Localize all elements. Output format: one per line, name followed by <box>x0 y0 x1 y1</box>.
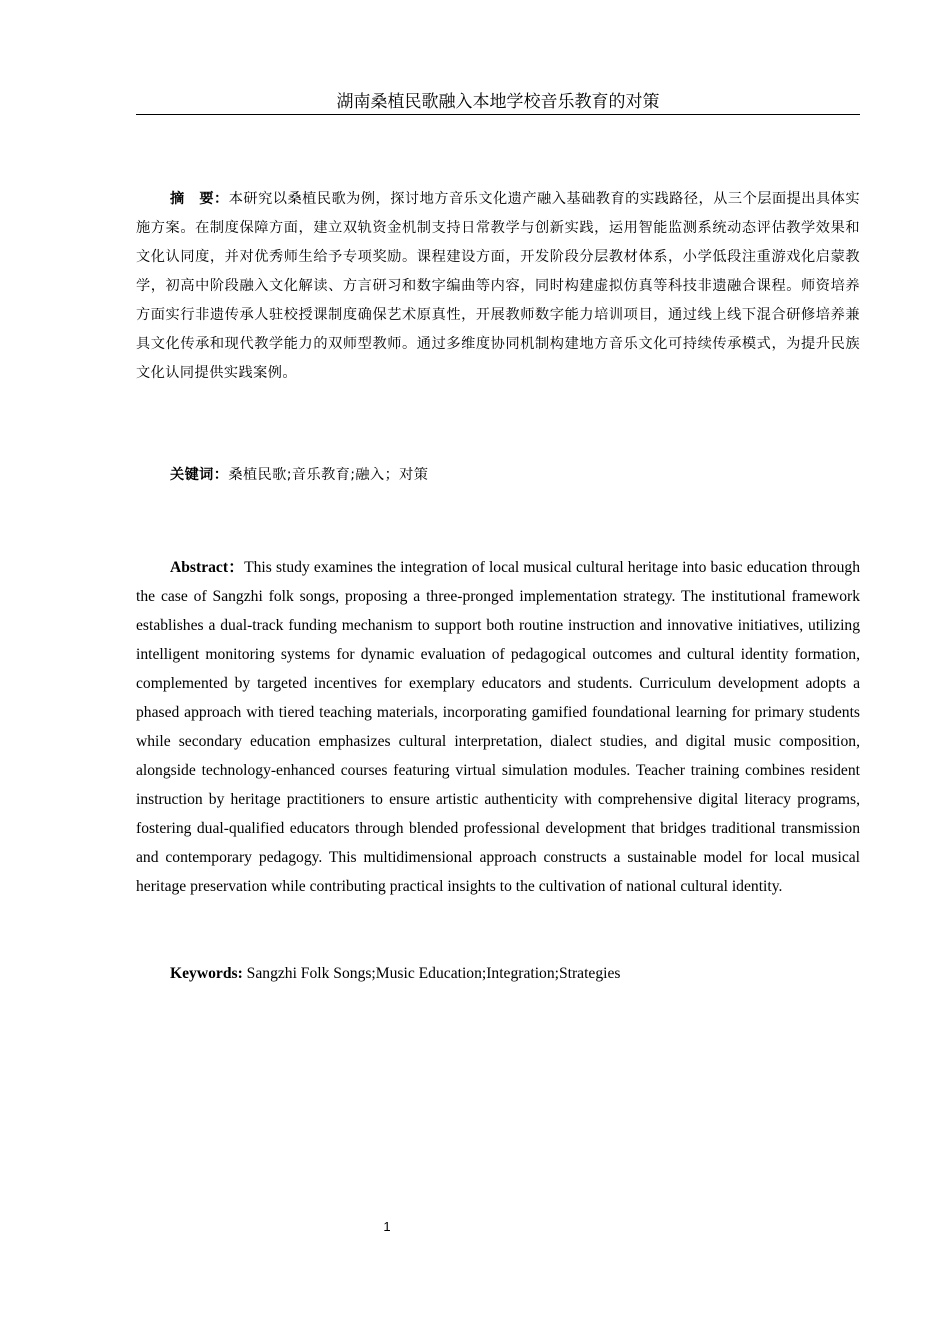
english-abstract-separator: ： <box>228 559 245 576</box>
running-header <box>136 90 860 114</box>
english-abstract-text: This study examines the integration of local musical cultural heritage into basic education through the case of Sangzhi folk songs, proposing a three-pronged implementation strategy. The institutional framework establishes a dual-track funding mechanism to support both routine instruction and innovative initiatives, utilizing intelligent monitoring systems for dynamic evaluation of pedagogical outcomes and cultural identity formation, complemented by targeted incentives for exemplary educators and students. Curriculum development adopts a phased approach with tiered teaching materials, incorporating gamified foundational learning for primary students while secondary education emphasizes cultural interpretation, dialect studies, and digital music composition, alongside technology-enhanced courses featuring virtual simulation modules. Teacher training combines resident instruction by heritage practitioners to ensure artistic authenticity with comprehensive digital literacy programs, fostering dual-qualified educators through blended professional development that bridges traditional transmission and contemporary pedagogy. This multidimensional approach constructs a sustainable model for local musical heritage preservation while contributing practical insights to the cultivation of national cultural identity. <box>136 559 860 895</box>
english-keywords <box>170 959 860 988</box>
chinese-keywords-label: 关键词： <box>170 467 229 483</box>
english-abstract-label: Abstract <box>170 559 229 576</box>
english-abstract <box>136 553 860 901</box>
header-title: 湖南桑植民歌融入本地学校音乐教育的对策 <box>336 92 660 112</box>
english-keywords-text: Sangzhi Folk Songs;Music Education;Integration;Strategies <box>246 965 621 982</box>
chinese-abstract-text: 本研究以桑植民歌为例，探讨地方音乐文化遗产融入基础教育的实践路径，从三个层面提出具体实施方案。在制度保障方面，建立双轨资金机制支持日常教学与创新实践，运用智能监测系统动态评估教学效果和文化认同度，并对优秀师生给予专项奖励。课程建设方面，开发阶段分层教材体系，小学低段注重游戏化启蒙教学，初高中阶段融入文化解读、方言研习和数字编曲等内容，同时构建虚拟仿真等科技非遗融合课程。师资培养方面实行非遗传承人驻校授课制度确保艺术原真性，开展教师数字能力培训项目，通过线上线下混合研修培养兼具文化传承和现代教学能力的双师型教师。通过多维度协同机制构建地方音乐文化可持续传承模式，为提升民族文化认同提供实践案例。 <box>136 191 860 381</box>
header-rule <box>136 114 860 115</box>
chinese-keywords-text: 桑植民歌;音乐教育;融入；对策 <box>228 467 429 483</box>
page-number: 1 <box>383 1219 391 1234</box>
chinese-keywords <box>170 461 860 490</box>
chinese-abstract-label: 摘 要： <box>170 191 229 207</box>
english-keywords-label: Keywords: <box>170 965 243 982</box>
chinese-abstract <box>136 185 860 388</box>
